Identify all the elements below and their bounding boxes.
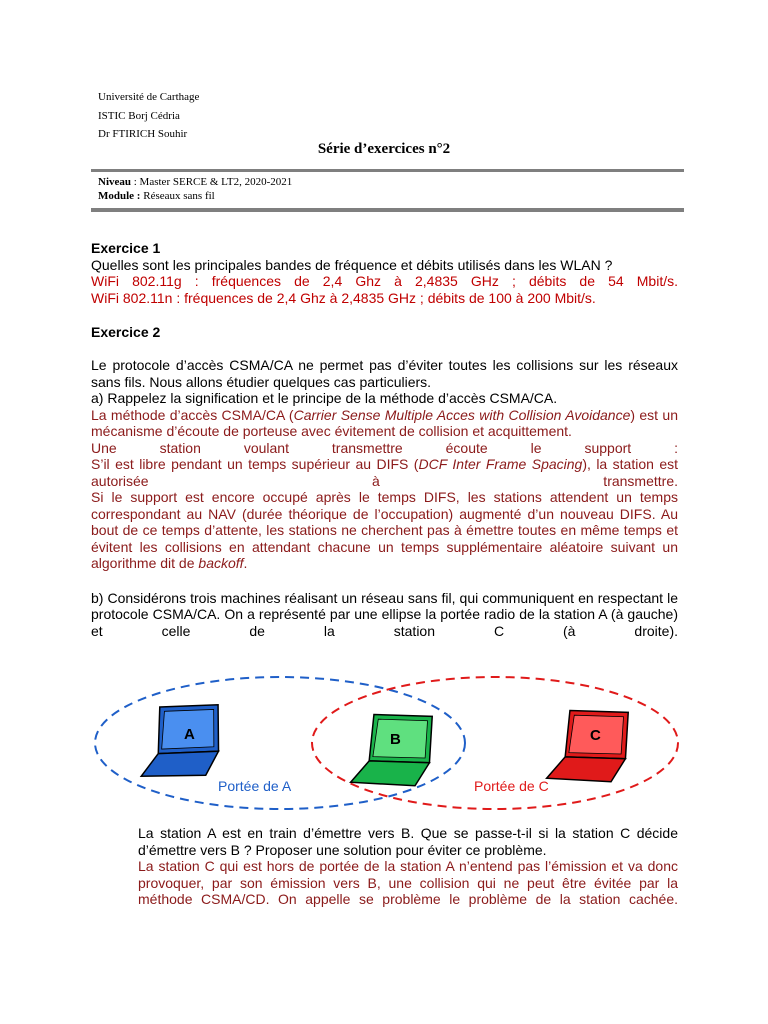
university-name: Université de Carthage <box>98 91 200 103</box>
niveau-label: Niveau <box>98 176 131 188</box>
exercise-1-answer-g: WiFi 802.11g : fréquences de 2,4 Ghz à 2,4835 GHz ; débits de 54 Mbit/s. <box>91 273 678 289</box>
difs-expansion: DCF Inter Frame Spacing <box>418 456 583 472</box>
answer-a-busy-start: Si le support est encore occupé après le temps DIFS, les stations attendent un temps correspondant au NAV (durée théorique de l’occupation) augmenté d’un nouveau DIFS. Au bout de ce temps d’attente, les stations ne cherchent pas à émettre toutes en même temps et évitent les collisions en attendant chacune un temps supplémentaire aléatoire suivant un algorithme dit de <box>91 489 678 571</box>
author-name: Dr FTIRICH Souhir <box>98 128 188 140</box>
module-label: Module : <box>98 190 141 202</box>
exercise-2-heading: Exercice 2 <box>91 324 161 340</box>
backoff-term: backoff <box>198 555 244 571</box>
niveau-value: : Master SERCE & LT2, 2020-2021 <box>131 176 293 188</box>
csma-ca-expansion: Carrier Sense Multiple Acces with Collision Avoidance <box>293 406 631 423</box>
institute-name: ISTIC Borj Cédria <box>98 110 180 122</box>
top-rule <box>91 169 684 172</box>
station-b-label: B <box>390 731 401 748</box>
station-a-label: A <box>184 726 195 743</box>
module-value: Réseaux sans fil <box>140 190 215 202</box>
answer-a-free-end: ), la station est autorisée à transmettre. <box>91 456 679 489</box>
hidden-station-diagram <box>90 668 690 818</box>
module-line <box>98 190 215 203</box>
answer-a-listen: Une station voulant transmettre écoute le support : <box>91 439 678 456</box>
question-b-scenario <box>138 825 678 908</box>
exercise-2-heading-wrap <box>91 324 678 341</box>
exercise-2-intro: Le protocole d’accès CSMA/CA ne permet pas d’éviter toutes les collisions sur les réseaux sans fils. Nous allons étudier quelques cas particuliers. <box>91 357 678 390</box>
question-b: b) Considérons trois machines réalisant un réseau sans fil, qui communiquent en respectant le protocole CSMA/CA. On a représenté par une ellipse la portée radio de la station A (à gauche) et celle de la station C (à droite). <box>91 589 678 639</box>
question-a: a) Rappelez la signification et le principe de la méthode d’accès CSMA/CA. <box>91 390 558 406</box>
answer-a-free <box>91 456 678 489</box>
laptop-b-icon <box>346 710 437 790</box>
laptop-c-icon <box>542 706 633 786</box>
answer-a-text-end: ) est un mécanisme d’écoute de porteuse avec évitement de collision et acquittement. <box>91 406 678 439</box>
page-title: Série d’exercices n°2 <box>317 141 451 157</box>
exercise-1-answer-n: WiFi 802.11n : fréquences de 2,4 Ghz à 2,4835 GHz ; débits de 100 à 200 Mbit/s. <box>91 289 596 306</box>
niveau-line <box>98 176 292 189</box>
answer-a-definition <box>91 407 678 440</box>
range-c-label: Portée de C <box>474 778 549 794</box>
bottom-rule <box>91 208 684 212</box>
station-c-label: C <box>590 727 601 744</box>
laptop-a-icon <box>132 699 227 784</box>
exercise-1-question: Quelles sont les principales bandes de fréquence et débits utilisés dans les WLAN ? <box>91 256 613 273</box>
exercise-2 <box>91 357 678 639</box>
answer-a-free-start: S’il est libre pendant un temps supérieur au DIFS ( <box>91 456 419 472</box>
question-b-text: La station A est en train d’émettre vers B. Que se passe-t-il si la station C décide d’émettre vers B ? Proposer une solution pour éviter ce problème. <box>138 825 678 858</box>
range-a-label: Portée de A <box>218 778 292 794</box>
answer-a-busy <box>91 489 678 572</box>
exercise-1 <box>91 240 678 306</box>
answer-b-text: La station C qui est hors de portée de la station A n’entend pas l’émission et va donc provoquer, par son émission vers B, une collision qui ne peut être évitée par la méthode CSMA/CD. On appelle se problème le problème de la station cachée. <box>138 858 678 907</box>
answer-a-busy-end: . <box>243 555 248 571</box>
exercise-1-heading: Exercice 1 <box>91 240 161 256</box>
answer-a-text: La méthode d’accès CSMA/CA ( <box>91 406 294 423</box>
